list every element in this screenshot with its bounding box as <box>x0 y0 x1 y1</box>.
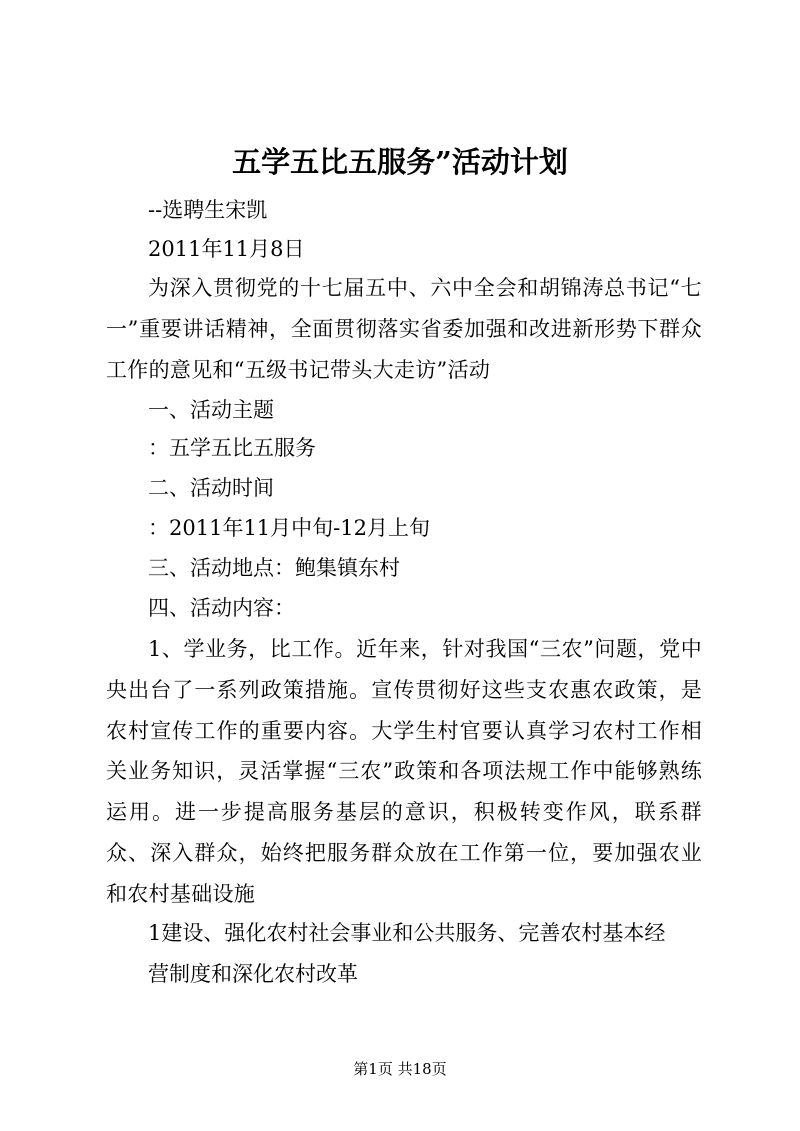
page-footer: 第1页 共18页 <box>353 1060 447 1078</box>
section-1-heading: 一、活动主题 <box>148 398 274 422</box>
document-date: 2011年11月8日 <box>148 237 305 261</box>
section-4-heading: 四、活动内容： <box>148 596 295 620</box>
document-title: 五学五比五服务”活动计划 <box>232 145 568 179</box>
section-2-content: ：2011年11月中旬-12月上旬 <box>148 516 430 540</box>
section-2-heading: 二、活动时间 <box>148 476 274 500</box>
item-1-continuation-line-1: 1建设、强化农村社会事业和公共服务、完善农村基本经 <box>148 921 666 945</box>
section-3-location: 三、活动地点：鲍集镇东村 <box>148 556 400 580</box>
section-1-content: ：五学五比五服务 <box>148 436 316 460</box>
author-line: --选聘生宋凯 <box>148 198 268 222</box>
item-1-continuation-line-2: 营制度和深化农村改革 <box>148 962 358 986</box>
item-1-paragraph: 1、学业务，比工作。近年来，针对我国“三农”问题，党中央出台了一系列政策措施。宣传贯彻好这些支农惠农政策，是农村宣传工作的重要内容。大学生村官要认真学习农村工作相关业务知识，灵活掌握“三农”政策和各项法规工作中能够熟练运用。进一步提高服务基层的意识，积极转变作风，联系群众、深入群众，始终把服务群众放在工作第一位，要加强农业和农村基础设施 <box>106 637 702 906</box>
intro-paragraph: 为深入贯彻党的十七届五中、六中全会和胡锦涛总书记“七一”重要讲话精神，全面贯彻落实省委加强和改进新形势下群众工作的意见和“五级书记带头大走访”活动 <box>106 276 702 382</box>
